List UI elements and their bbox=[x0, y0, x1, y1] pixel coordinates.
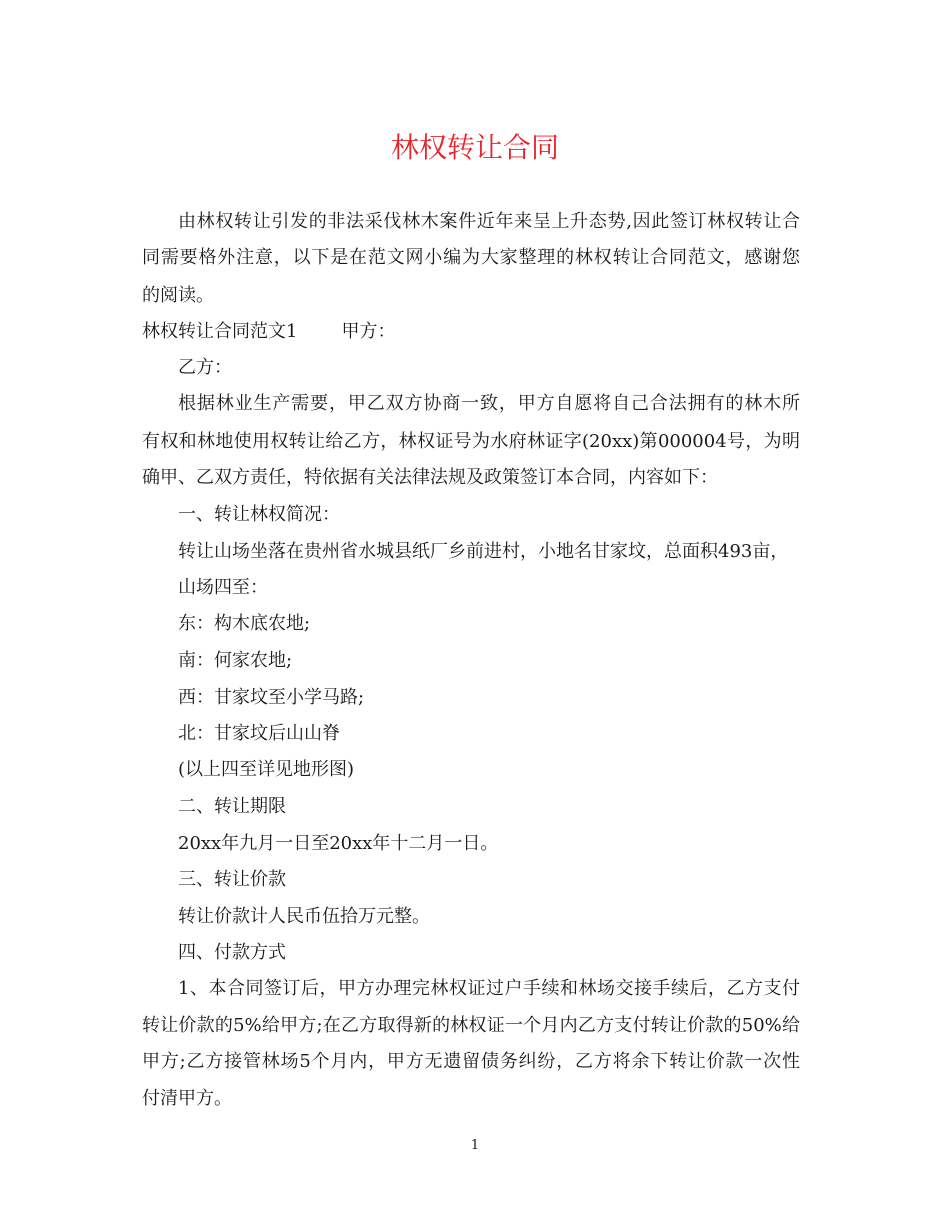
boundary-south: 南：何家农地; bbox=[178, 650, 293, 671]
intro-line-2: 同需要格外注意，以下是在范文网小编为大家整理的林权转让合同范文，感谢您 bbox=[142, 247, 800, 268]
sample-heading: 林权转让合同范文1 bbox=[142, 321, 298, 342]
section3-text: 转让价款计人民币伍拾万元整。 bbox=[178, 906, 430, 927]
section1-location-2: 山场四至： bbox=[178, 577, 268, 598]
boundary-west: 西：甘家坟至小学马路; bbox=[178, 687, 365, 708]
section4-line-4: 付清甲方。 bbox=[142, 1088, 232, 1109]
section2-title: 二、转让期限 bbox=[178, 796, 286, 817]
preamble-line-2: 有权和林地使用权转让给乙方，林权证号为水府林证字(20xx)第000004号，为明 bbox=[142, 431, 800, 452]
intro-line-3: 的阅读。 bbox=[142, 285, 214, 306]
section4-line-3: 甲方;乙方接管林场5个月内，甲方无遗留债务纠纷，乙方将余下转让价款一次性 bbox=[142, 1051, 800, 1072]
page-number: 1 bbox=[470, 1138, 480, 1153]
boundary-north: 北：甘家坟后山山脊 bbox=[178, 723, 340, 744]
sample-heading-row bbox=[142, 320, 395, 344]
boundary-east: 东：构木底农地; bbox=[178, 613, 311, 634]
document-title: 林权转让合同 bbox=[390, 131, 559, 164]
section4-title: 四、付款方式 bbox=[178, 942, 286, 963]
section1-location-1: 转让山场坐落在贵州省水城县纸厂乡前进村，小地名甘家坟，总面积493亩， bbox=[178, 541, 789, 562]
section1-title: 一、转让林权简况： bbox=[178, 504, 340, 525]
intro-line-1: 由林权转让引发的非法采伐林木案件近年来呈上升态势,因此签订林权转让合 bbox=[178, 211, 800, 232]
section2-text: 20xx年九月一日至20xx年十二月一日。 bbox=[178, 833, 499, 854]
preamble-line-1: 根据林业生产需要，甲乙双方协商一致，甲方自愿将自己合法拥有的林木所 bbox=[178, 393, 800, 414]
preamble-line-3: 确甲、乙双方责任，特依据有关法律法规及政策签订本合同，内容如下： bbox=[142, 467, 718, 488]
party-b-label: 乙方： bbox=[178, 357, 232, 378]
section4-line-1: 1、本合同签订后，甲方办理完林权证过户手续和林场交接手续后，乙方支付 bbox=[178, 978, 800, 999]
section3-title: 三、转让价款 bbox=[178, 869, 286, 890]
boundary-note: (以上四至详见地形图) bbox=[178, 759, 355, 780]
party-a-label: 甲方： bbox=[341, 321, 396, 342]
section4-line-2: 转让价款的5%给甲方;在乙方取得新的林权证一个月内乙方支付转让价款的50%给 bbox=[142, 1015, 800, 1036]
